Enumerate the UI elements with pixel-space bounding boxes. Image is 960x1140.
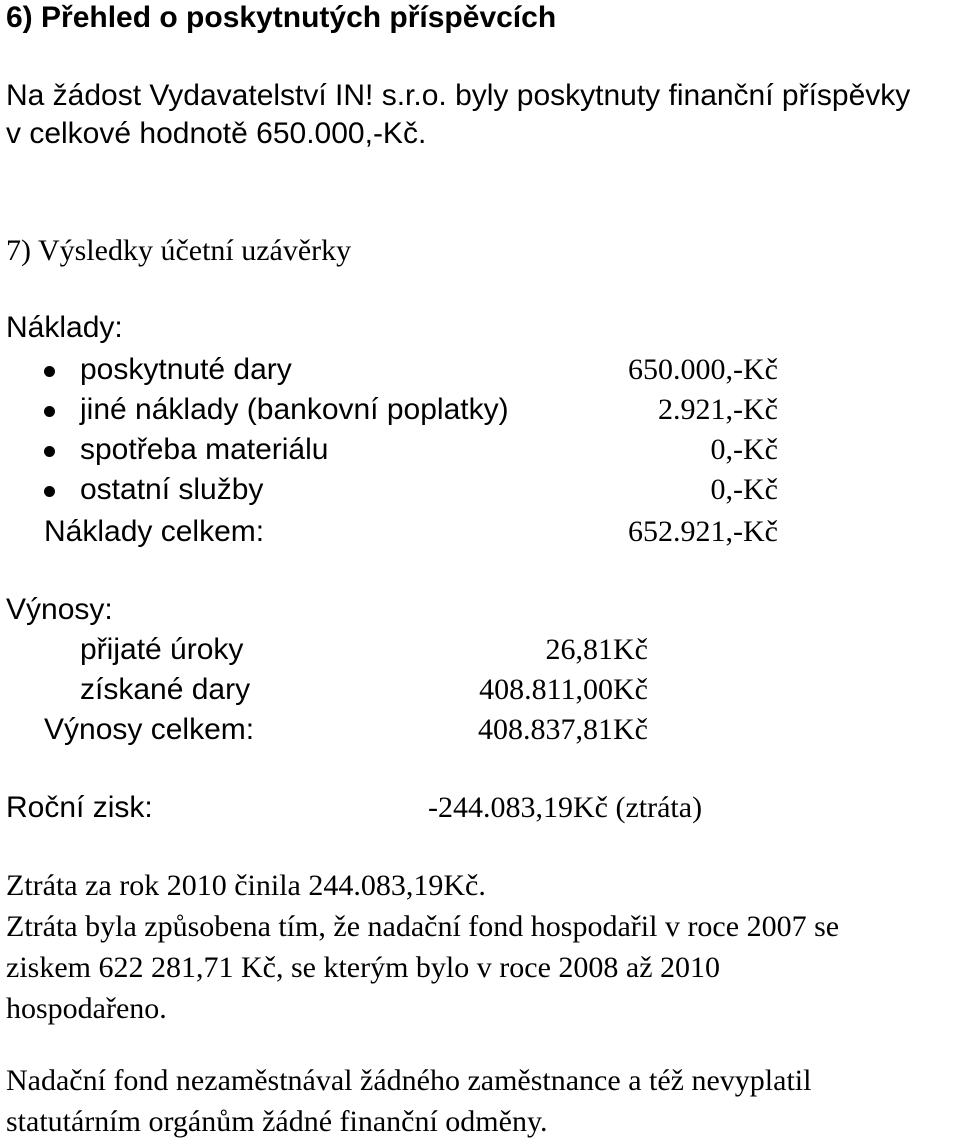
cost-item-value: 650.000,-Kč (628, 353, 778, 386)
employees-paragraph-line: statutárním orgánům žádné finanční odměny. (6, 1105, 548, 1138)
loss-paragraph-line: Ztráta byla způsobena tím, že nadační fond hospodařil v roce 2007 se (6, 910, 840, 943)
revenues-total-label: Výnosy celkem: (44, 713, 255, 746)
bullet-icon (44, 486, 55, 497)
cost-item-label: poskytnuté dary (80, 353, 292, 386)
employees-paragraph-line: Nadační fond nezaměstnával žádného zaměstnance a též nevyplatil (6, 1064, 812, 1097)
revenues-total-value: 408.837,81Kč (478, 713, 648, 746)
section-6-heading: 6) Přehled o poskytnutých příspěvcích (6, 1, 557, 34)
revenue-item-value: 408.811,00Kč (479, 673, 648, 706)
annual-profit-label: Roční zisk: (6, 791, 153, 824)
employees-paragraph (6, 1063, 954, 1140)
costs-total-value: 652.921,-Kč (628, 515, 778, 548)
costs-total-label: Náklady celkem: (44, 515, 265, 548)
bullet-icon (44, 366, 55, 377)
loss-paragraph (6, 868, 954, 1027)
section-6-text-line-1: Na žádost Vydavatelství IN! s.r.o. byly poskytnuty finanční příspěvky (6, 79, 911, 112)
cost-item-value: 0,-Kč (710, 473, 778, 506)
annual-profit-value: -244.083,19Kč (ztráta) (428, 791, 703, 824)
section-7-heading: 7) Výsledky účetní uzávěrky (6, 234, 352, 267)
bullet-icon (44, 406, 55, 417)
bullet-icon (44, 446, 55, 457)
costs-label: Náklady: (6, 311, 123, 344)
revenues-label: Výnosy: (6, 593, 113, 626)
cost-item-value: 2.921,-Kč (658, 393, 778, 426)
cost-item-value: 0,-Kč (710, 433, 778, 466)
revenue-item-label: přijaté úroky (80, 633, 244, 666)
cost-item-label: jiné náklady (bankovní poplatky) (80, 393, 509, 426)
revenue-item-value: 26,81Kč (545, 633, 648, 666)
loss-paragraph-line: ziskem 622 281,71 Kč, se kterým bylo v roce 2008 až 2010 (6, 951, 721, 984)
section-6-text-line-2: v celkové hodnotě 650.000,-Kč. (6, 117, 427, 150)
revenue-item-label: získané dary (80, 673, 251, 706)
cost-item-label: ostatní služby (80, 473, 264, 506)
cost-item-label: spotřeba materiálu (80, 433, 329, 466)
loss-paragraph-line: Ztráta za rok 2010 činila 244.083,19Kč. (6, 869, 486, 902)
loss-paragraph-line: hospodařeno. (6, 992, 167, 1025)
